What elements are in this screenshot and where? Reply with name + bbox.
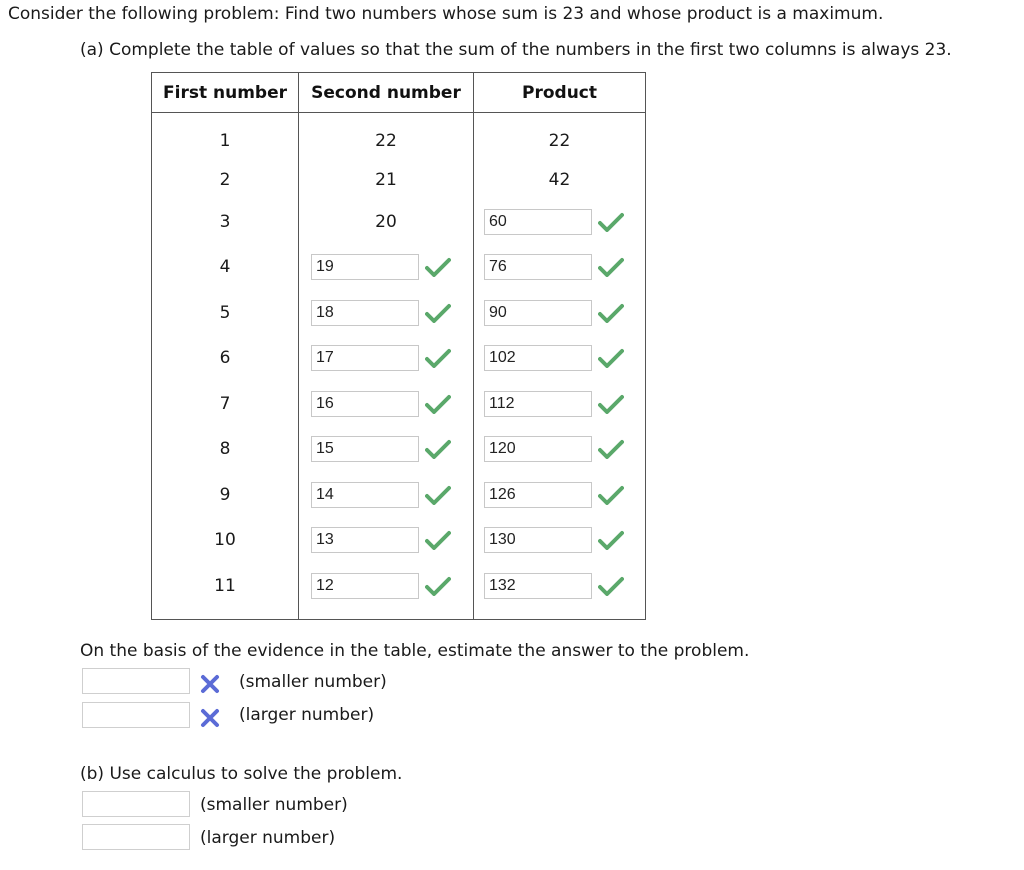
estimate-prompt: On the basis of the evidence in the table, estimate the answer to the problem. bbox=[80, 641, 750, 661]
product-input[interactable]: 90 bbox=[484, 300, 592, 326]
product-input[interactable]: 102 bbox=[484, 345, 592, 371]
product-cell: 42 bbox=[474, 160, 646, 199]
first-number-cell: 6 bbox=[152, 336, 299, 382]
table-row bbox=[152, 472, 646, 518]
incorrect-x-icon bbox=[200, 708, 220, 728]
incorrect-x-icon bbox=[200, 674, 220, 694]
second-number-cell: 22 bbox=[299, 121, 474, 160]
product-input[interactable]: 76 bbox=[484, 254, 592, 280]
check-icon bbox=[425, 576, 451, 596]
check-icon bbox=[598, 212, 624, 232]
check-icon bbox=[598, 485, 624, 505]
first-number-cell: 5 bbox=[152, 290, 299, 336]
header-first-number: First number bbox=[152, 73, 299, 113]
table-row bbox=[152, 160, 646, 199]
second-number-input[interactable]: 19 bbox=[311, 254, 419, 280]
values-table bbox=[151, 72, 646, 620]
table-row bbox=[152, 336, 646, 382]
second-number-input[interactable]: 17 bbox=[311, 345, 419, 371]
table-header-row bbox=[152, 73, 646, 113]
larger-number-calculus-input[interactable] bbox=[82, 824, 190, 850]
check-icon bbox=[598, 576, 624, 596]
first-number-cell: 7 bbox=[152, 381, 299, 427]
product-input[interactable]: 60 bbox=[484, 209, 592, 235]
larger-number-label: (larger number) bbox=[200, 828, 336, 848]
larger-number-estimate-input[interactable] bbox=[82, 702, 190, 728]
check-icon bbox=[598, 530, 624, 550]
table-row bbox=[152, 290, 646, 336]
smaller-number-estimate-input[interactable] bbox=[82, 668, 190, 694]
second-number-input[interactable]: 16 bbox=[311, 391, 419, 417]
table-row bbox=[152, 381, 646, 427]
second-number-input[interactable]: 15 bbox=[311, 436, 419, 462]
first-number-cell: 8 bbox=[152, 427, 299, 473]
first-number-cell: 2 bbox=[152, 160, 299, 199]
check-icon bbox=[598, 394, 624, 414]
check-icon bbox=[425, 348, 451, 368]
second-number-cell: 21 bbox=[299, 160, 474, 199]
table-row bbox=[152, 199, 646, 245]
larger-number-label: (larger number) bbox=[239, 705, 375, 725]
second-number-input[interactable]: 14 bbox=[311, 482, 419, 508]
check-icon bbox=[598, 257, 624, 277]
table-row bbox=[152, 518, 646, 564]
table-row bbox=[152, 427, 646, 473]
smaller-number-calculus-input[interactable] bbox=[82, 791, 190, 817]
check-icon bbox=[598, 439, 624, 459]
product-input[interactable]: 130 bbox=[484, 527, 592, 553]
check-icon bbox=[598, 348, 624, 368]
smaller-number-label: (smaller number) bbox=[200, 795, 348, 815]
check-icon bbox=[425, 394, 451, 414]
table-row bbox=[152, 563, 646, 609]
product-input[interactable]: 120 bbox=[484, 436, 592, 462]
first-number-cell: 3 bbox=[152, 199, 299, 245]
first-number-cell: 9 bbox=[152, 472, 299, 518]
second-number-input[interactable]: 13 bbox=[311, 527, 419, 553]
table-row bbox=[152, 121, 646, 160]
problem-statement: Consider the following problem: Find two numbers whose sum is 23 and whose product is a maximum. bbox=[8, 4, 884, 24]
check-icon bbox=[425, 530, 451, 550]
check-icon bbox=[425, 439, 451, 459]
first-number-cell: 11 bbox=[152, 563, 299, 609]
second-number-input[interactable]: 12 bbox=[311, 573, 419, 599]
part-a-instructions: (a) Complete the table of values so that the sum of the numbers in the first two columns is always 23. bbox=[80, 40, 952, 60]
check-icon bbox=[425, 257, 451, 277]
part-b-instructions: (b) Use calculus to solve the problem. bbox=[80, 764, 403, 784]
product-input[interactable]: 126 bbox=[484, 482, 592, 508]
first-number-cell: 1 bbox=[152, 121, 299, 160]
product-input[interactable]: 132 bbox=[484, 573, 592, 599]
check-icon bbox=[598, 303, 624, 323]
table-row bbox=[152, 245, 646, 291]
first-number-cell: 4 bbox=[152, 245, 299, 291]
first-number-cell: 10 bbox=[152, 518, 299, 564]
check-icon bbox=[425, 485, 451, 505]
header-product: Product bbox=[474, 73, 646, 113]
check-icon bbox=[425, 303, 451, 323]
header-second-number: Second number bbox=[299, 73, 474, 113]
second-number-cell: 20 bbox=[299, 199, 474, 245]
product-cell: 22 bbox=[474, 121, 646, 160]
second-number-input[interactable]: 18 bbox=[311, 300, 419, 326]
smaller-number-label: (smaller number) bbox=[239, 672, 387, 692]
product-input[interactable]: 112 bbox=[484, 391, 592, 417]
